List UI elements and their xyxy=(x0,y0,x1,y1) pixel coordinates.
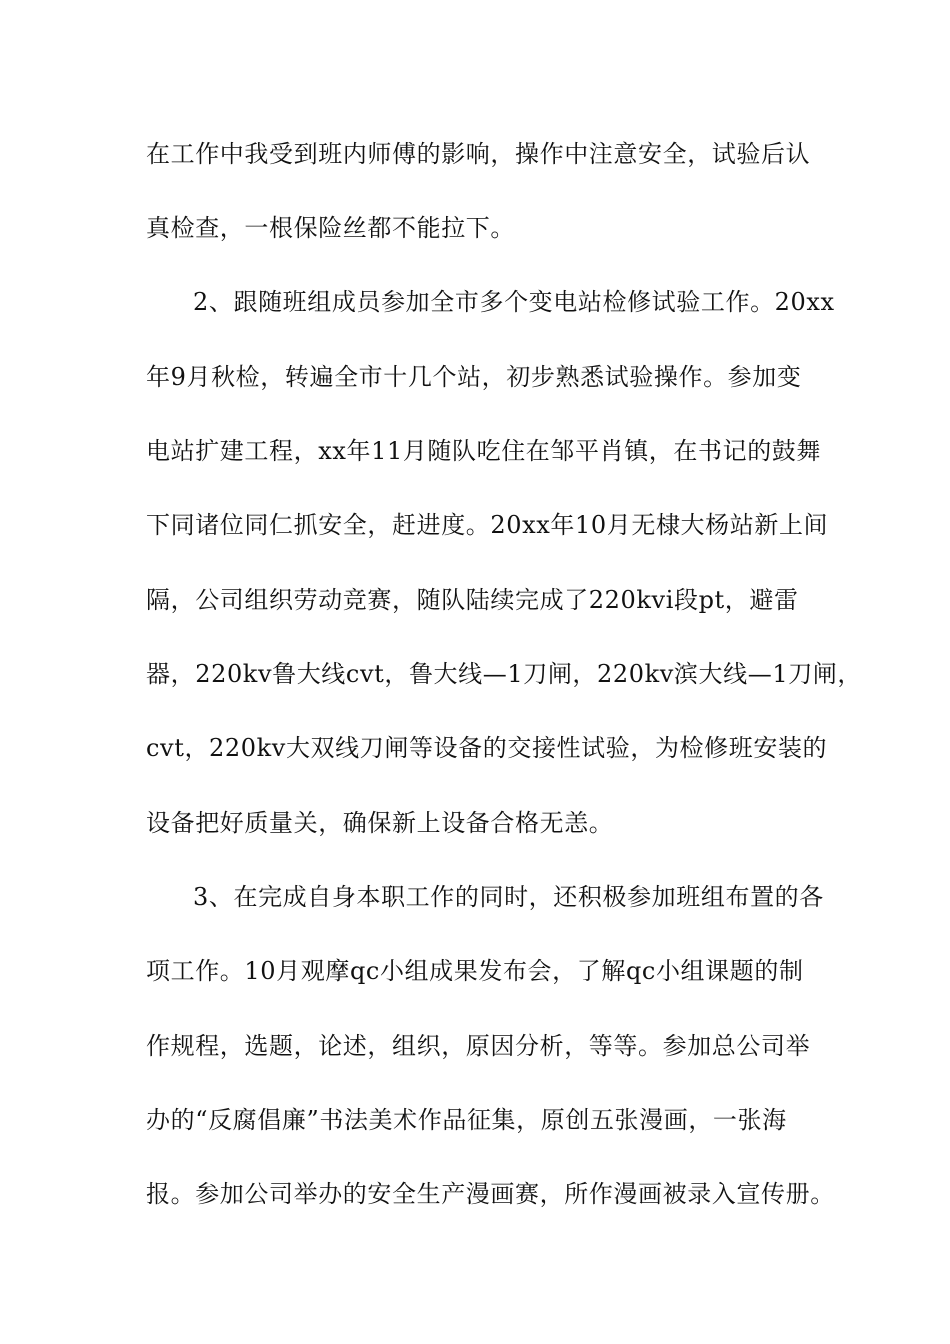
text-line: 设备把好质量关，确保新上设备合格无恙。 xyxy=(146,809,614,837)
text-line: 在工作中我受到班内师傅的影响，操作中注意安全，试验后认 xyxy=(146,140,811,168)
text-line: 作规程，选题，论述，组织，原因分析，等等。参加总公司举 xyxy=(146,1032,811,1060)
text-line: 年9月秋检，转遍全市十几个站，初步熟悉试验操作。参加变 xyxy=(146,363,802,391)
text-line: 办的“反腐倡廉”书法美术作品征集，原创五张漫画，一张海 xyxy=(146,1106,787,1134)
text-line: 器，220kv鲁大线cvt，鲁大线—1刀闸，220kv滨大线—1刀闸， xyxy=(146,660,863,688)
text-line: 报。参加公司举办的安全生产漫画赛，所作漫画被录入宣传册。 xyxy=(146,1180,835,1208)
text-line: cvt，220kv大双线刀闸等设备的交接性试验，为检修班安装的 xyxy=(146,734,828,762)
text-line: 隔，公司组织劳动竞赛，随队陆续完成了220kvⅰ段pt，避雷 xyxy=(146,586,799,614)
text-line: 下同诸位同仁抓安全，赶进度。20xx年10月无棣大杨站新上间 xyxy=(146,511,829,539)
text-line: 真检查，一根保险丝都不能拉下。 xyxy=(146,214,515,242)
text-line: 项工作。10月观摩qc小组成果发布会，了解qc小组课题的制 xyxy=(146,957,804,985)
paragraph-start: 2、跟随班组成员参加全市多个变电站检修试验工作。20xx xyxy=(193,288,835,316)
text-line: 电站扩建工程，xx年11月随队吃住在邹平肖镇，在书记的鼓舞 xyxy=(146,437,822,465)
paragraph-start: 3、在完成自身本职工作的同时，还积极参加班组布置的各 xyxy=(193,883,824,911)
